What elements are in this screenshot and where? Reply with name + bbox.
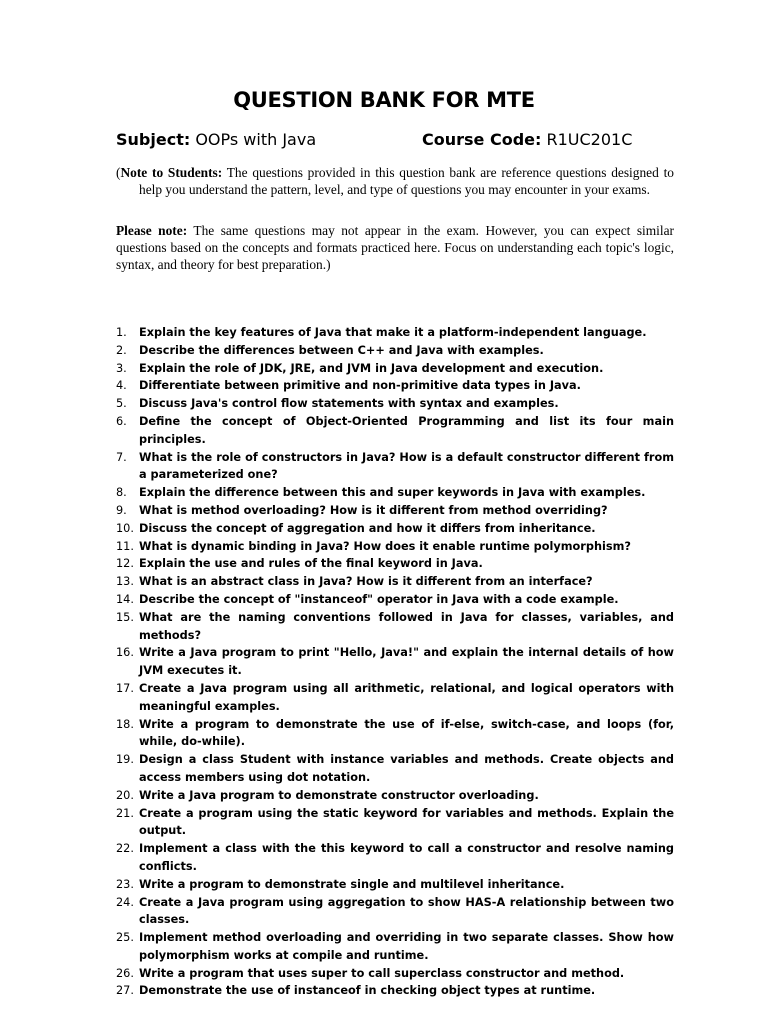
question-number: 4.: [116, 379, 127, 393]
question-item: [116, 377, 674, 395]
question-text: Discuss Java's control flow statements with syntax and examples.: [139, 397, 559, 411]
question-number: 16.: [116, 646, 134, 660]
question-number: 8.: [116, 486, 127, 500]
question-item: [116, 840, 674, 876]
question-item: [116, 591, 674, 609]
question-item: [116, 609, 674, 645]
question-item: [116, 449, 674, 485]
question-number: 12.: [116, 557, 134, 571]
question-item: [116, 413, 674, 449]
question-item: [116, 538, 674, 556]
question-item: [116, 751, 674, 787]
question-item: [116, 395, 674, 413]
question-item: [116, 965, 674, 983]
question-item: [116, 324, 674, 342]
question-text: Write a program that uses super to call superclass constructor and method.: [139, 966, 625, 980]
question-number: 11.: [116, 539, 134, 553]
question-item: [116, 502, 674, 520]
question-number: 15.: [116, 610, 134, 624]
question-item: [116, 787, 674, 805]
question-number: 3.: [116, 361, 127, 375]
question-text: Explain the use and rules of the final keyword in Java.: [139, 557, 483, 571]
question-text: Explain the role of JDK, JRE, and JVM in Java development and execution.: [139, 361, 604, 375]
question-item: [116, 894, 674, 930]
question-number: 9.: [116, 503, 127, 517]
question-item: [116, 360, 674, 378]
question-item: [116, 805, 674, 841]
note-open-paren: (: [116, 165, 121, 180]
question-text: Define the concept of Object-Oriented Programming and list its four main principles.: [139, 414, 674, 446]
question-text: Write a program to demonstrate single and multilevel inheritance.: [139, 877, 565, 891]
question-number: 27.: [116, 984, 134, 998]
question-text: What is the role of constructors in Java? How is a default constructor different from a parameterized one?: [139, 450, 674, 482]
question-text: What are the naming conventions followed in Java for classes, variables, and methods?: [139, 610, 674, 642]
question-number: 26.: [116, 966, 134, 980]
question-text: Create a program using the static keyword for variables and methods. Explain the output.: [139, 806, 674, 838]
question-item: [116, 982, 674, 1000]
question-number: 22.: [116, 842, 134, 856]
question-text: Design a class Student with instance variables and methods. Create objects and access members using dot notation.: [139, 753, 674, 784]
course-code-label: Course Code:: [422, 130, 542, 149]
question-text: Implement a class with the this keyword to call a constructor and resolve naming conflicts.: [139, 842, 674, 873]
question-number: 25.: [116, 931, 134, 945]
question-item: [116, 716, 674, 752]
question-item: [116, 876, 674, 894]
question-number: 21.: [116, 806, 134, 820]
question-text: What is an abstract class in Java? How is it different from an interface?: [139, 575, 593, 589]
page-title: QUESTION BANK FOR MTE: [233, 88, 535, 112]
question-number: 19.: [116, 753, 134, 767]
course-code-value: R1UC201C: [546, 130, 633, 149]
question-number: 23.: [116, 877, 134, 891]
please-note-label: Please note:: [116, 223, 188, 238]
question-text: Write a Java program to print "Hello, Java!" and explain the internal details of how JVM executes it.: [139, 646, 674, 678]
question-item: [116, 680, 674, 716]
question-text: Explain the key features of Java that make it a platform-independent language.: [139, 326, 647, 339]
question-text: Implement method overloading and overriding in two separate classes. Show how polymorphism works at compile and runtime.: [139, 931, 674, 962]
question-text: Create a Java program using aggregation to show HAS-A relationship between two classes.: [139, 895, 674, 927]
question-number: 10.: [116, 521, 134, 535]
note-label: Note to Students:: [120, 165, 223, 180]
question-number: 17.: [116, 681, 134, 695]
question-number: 14.: [116, 592, 134, 606]
question-text: Discuss the concept of aggregation and how it differs from inheritance.: [139, 521, 596, 535]
question-list: [116, 324, 674, 1000]
subject-label: Subject:: [116, 130, 191, 149]
question-item: [116, 520, 674, 538]
question-text: Demonstrate the use of instanceof in checking object types at runtime.: [139, 984, 596, 998]
question-number: 24.: [116, 895, 134, 909]
subject-line: [116, 130, 676, 149]
question-text: Describe the differences between C++ and Java with examples.: [139, 343, 544, 357]
question-item: [116, 644, 674, 680]
question-text: What is method overloading? How is it different from method overriding?: [139, 503, 608, 517]
question-number: 18.: [116, 717, 134, 731]
please-note: [116, 222, 674, 273]
question-item: [116, 484, 674, 502]
question-number: 1.: [116, 326, 127, 339]
question-text: Create a Java program using all arithmetic, relational, and logical operators with meaningful examples.: [139, 681, 674, 713]
please-note-text: The same questions may not appear in the exam. However, you can expect similar questions based on the concepts and formats practiced here. Focus on understanding each topic's logic, syntax, and theory for best preparation.): [116, 223, 675, 272]
question-text: Write a program to demonstrate the use of if-else, switch-case, and loops (for, while, do-while).: [139, 717, 674, 749]
question-text: Explain the difference between this and super keywords in Java with examples.: [139, 486, 646, 500]
question-item: [116, 555, 674, 573]
question-number: 5.: [116, 397, 127, 411]
question-item: [116, 929, 674, 965]
question-item: [116, 573, 674, 591]
note-to-students: [116, 164, 674, 198]
question-text: What is dynamic binding in Java? How does it enable runtime polymorphism?: [139, 539, 631, 553]
note-text: The questions provided in this question bank are reference questions designed to help you understand the pattern, level, and type of questions you may encounter in your exams.: [139, 165, 674, 197]
question-number: 20.: [116, 788, 134, 802]
question-text: Differentiate between primitive and non-primitive data types in Java.: [139, 379, 581, 393]
question-number: 2.: [116, 343, 127, 357]
question-number: 13.: [116, 575, 134, 589]
question-number: 6.: [116, 414, 127, 428]
course-code: [422, 130, 632, 149]
question-number: 7.: [116, 450, 127, 464]
subject-value: OOPs with Java: [195, 130, 317, 149]
question-text: Write a Java program to demonstrate constructor overloading.: [139, 788, 539, 802]
question-item: [116, 342, 674, 360]
question-text: Describe the concept of "instanceof" operator in Java with a code example.: [139, 592, 619, 606]
